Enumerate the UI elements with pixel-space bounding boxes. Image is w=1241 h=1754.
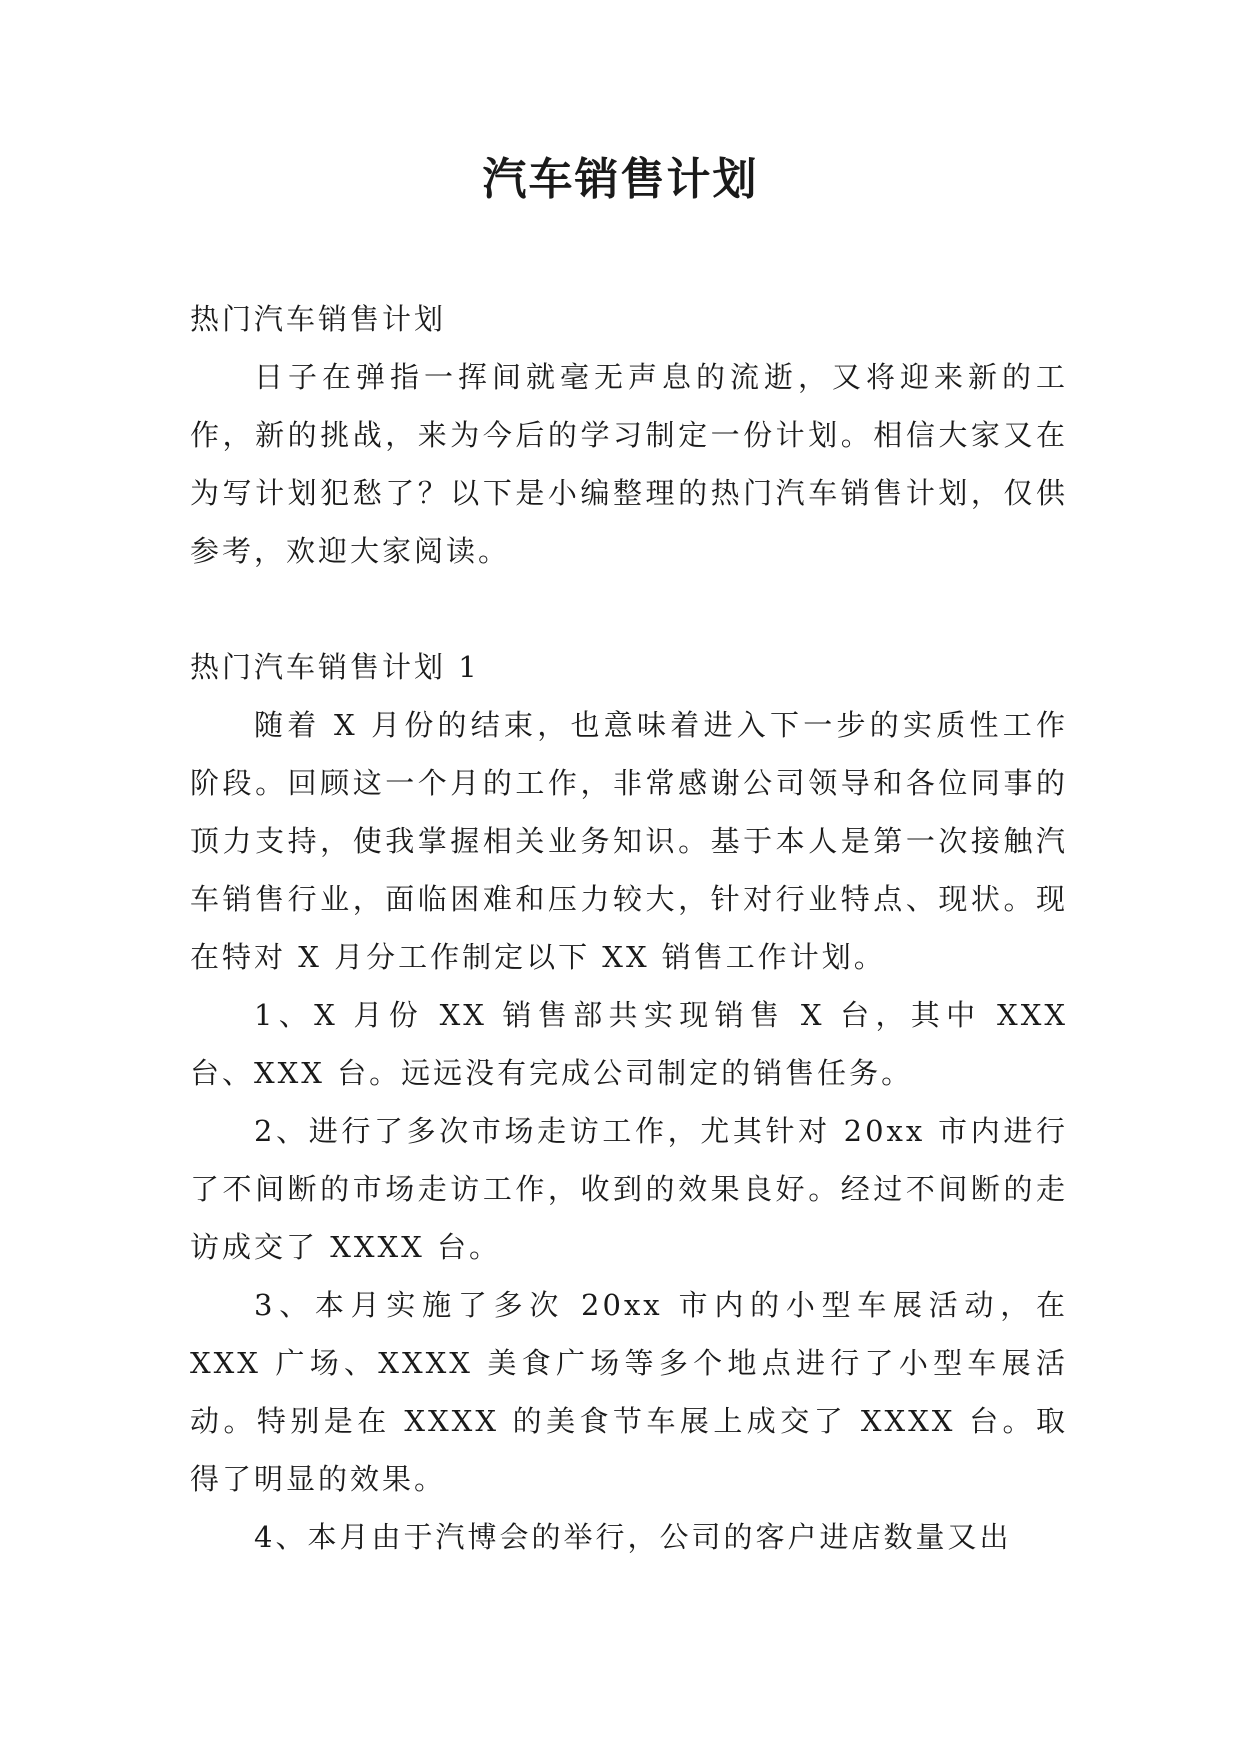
list-item-4: 4、本月由于汽博会的举行，公司的客户进店数量又出 — [254, 1520, 1012, 1554]
list-item-3: 3、本月实施了多次 20xx 市内的小型车展活动，在 XXX 广场、XXXX 美食广场等多个地点进行了小型车展活动。特别是在 XXXX 的美食节车展上成交了 XXXX 台。取得了明显的效果。 — [190, 1288, 1068, 1496]
document-title: 汽车销售计划 — [482, 154, 759, 205]
body-paragraph: 随着 X 月份的结束，也意味着进入下一步的实质性工作阶段。回顾这一个月的工作，非常感谢公司领导和各位同事的顶力支持，使我掌握相关业务知识。基于本人是第一次接触汽车销售行业，面临困难和压力较大，针对行业特点、现状。现在特对 X 月分工作制定以下 XX 销售工作计划。 — [190, 708, 1068, 974]
list-item-1: 1、X 月份 XX 销售部共实现销售 X 台，其中 XXX 台、XXX 台。远远没有完成公司制定的销售任务。 — [190, 998, 1068, 1090]
list-item-2: 2、进行了多次市场走访工作，尤其针对 20xx 市内进行了不间断的市场走访工作，收到的效果良好。经过不间断的走访成交了 XXXX 台。 — [190, 1114, 1068, 1264]
section-heading-1: 热门汽车销售计划 1 — [190, 650, 480, 684]
document-body — [190, 290, 1068, 1566]
section-heading: 热门汽车销售计划 — [190, 302, 447, 336]
paragraph-spacer — [190, 580, 1068, 638]
intro-paragraph: 日子在弹指一挥间就毫无声息的流逝，又将迎来新的工作，新的挑战，来为今后的学习制定一份计划。相信大家又在为写计划犯愁了？以下是小编整理的热门汽车销售计划，仅供参考，欢迎大家阅读。 — [190, 360, 1068, 568]
